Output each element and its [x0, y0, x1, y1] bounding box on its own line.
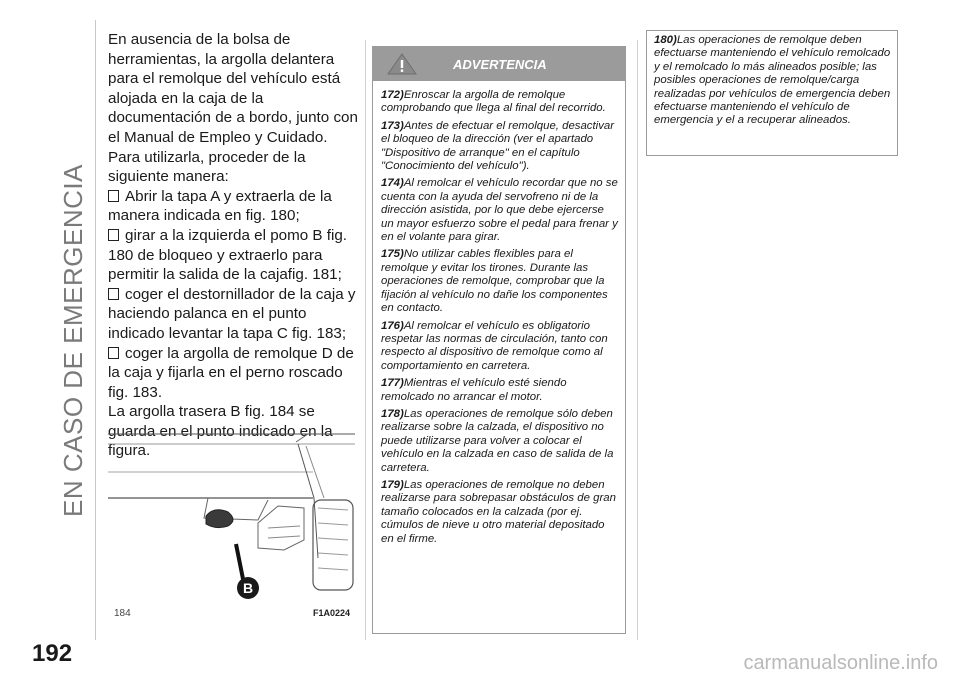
warning-item: 178)Las operaciones de remolque sólo deben realizarse sobre la calzada, el dispositivo no puede utilizarse para volver a colocar el vehículo en la calzada en caso de salida de la carretera. [381, 407, 614, 474]
warning-box [372, 46, 626, 634]
list-item: coger la argolla de remolque D de la caja y fijarla en el perno roscado fig. 183. [108, 344, 354, 401]
column-divider [637, 40, 638, 640]
figure-callout-b: B [242, 580, 254, 596]
warning-item: 175)No utilizar cables flexibles para el remolque y evitar los tirones. Durante las operaciones de remolque, comprobar que la fijación al vehículo no dañe los componentes en contacto. [381, 248, 608, 315]
warning-list [373, 81, 625, 546]
column-instructions [108, 30, 360, 461]
page-number: 192 [32, 640, 73, 667]
rear-tow-hook-illustration [108, 428, 355, 606]
warning-title: ADVERTENCIA [453, 56, 547, 72]
outro-paragraph: La argolla trasera B fig. 184 se guarda en el punto indicado en la figura. [108, 403, 333, 460]
checkbox-bullet-icon [108, 288, 119, 300]
figure-code: F1A0224 [312, 608, 350, 618]
side-chapter-title-text: EN CASO DE EMERGENCIA [57, 163, 88, 517]
warning-item: 176)Al remolcar el vehículo es obligatorio respetar las normas de circulación, tanto con respecto al dispositivo de remolque como al comportamiento en carretera. [381, 319, 608, 372]
warning-item: 173)Antes de efectuar el remolque, desactivar el bloqueo de la dirección (ver el apartado "Dispositivo de arranque" en el capítulo "Conocimiento del vehículo"). [381, 119, 615, 173]
side-divider [95, 20, 96, 640]
list-item: coger el destornillador de la caja y haciendo palanca en el punto indicado levantar la tapa C fig. 183; [108, 285, 356, 342]
list-item: girar a la izquierda el pomo B fig. 180 de bloqueo y extraerlo para permitir la salida de la cajafig. 181; [108, 226, 348, 284]
warning-item: 174)Al remolcar el vehículo recordar que no se cuenta con la ayuda del servofreno ni de la dirección asistida, por lo que debe ejercerse un mayor esfuerzo sobre el pedal para frenar y en el volante para girar. [381, 177, 618, 244]
warning-box-continued [646, 30, 898, 156]
checkbox-bullet-icon [108, 190, 119, 202]
checkbox-bullet-icon [108, 229, 119, 241]
watermark: carmanualsonline.info [743, 652, 938, 674]
warning-item: 180)Las operaciones de remolque deben efectuarse manteniendo el vehículo remolcado y el remolcado lo más alineados posible; las posibles operaciones de remolque/carga realizadas por vehículos de emergencia deben efectuarse manteniendo el vehículo de emergencia y el a recuperar alineados. [654, 34, 891, 127]
warning-item: 177)Mientras el vehículo esté siendo remolcado no arrancar el motor. [381, 377, 567, 403]
instructions-lead: Para utilizarla, proceder de la siguiente manera: [108, 148, 306, 186]
list-item: Abrir la tapa A y extraerla de la manera indicada en fig. 180; [108, 187, 332, 225]
figure-caption [114, 608, 350, 619]
checkbox-bullet-icon [108, 347, 119, 359]
column-divider [365, 40, 366, 640]
warning-item: 179)Las operaciones de remolque no deben realizarse para sobrepasar obstáculos de gran tamaño colocados en la calzada (por ej. cúmulos de nieve u otro material depositado en el firme. [381, 478, 616, 545]
warning-header [373, 47, 625, 81]
warning-item: 172)Enroscar la argolla de remolque comprobando que llega al final del recorrido. [381, 89, 606, 115]
intro-paragraph: En ausencia de la bolsa de herramientas, la argolla delantera para el remolque del vehículo está alojada en la caja de la documentación de a bordo, junto con el Manual de Empleo y Cuidado. [108, 31, 358, 146]
figure-number: 184 [114, 608, 131, 619]
side-chapter-title [56, 20, 90, 660]
figure-rear-tow-hook [108, 428, 355, 606]
warning-triangle-icon [387, 53, 417, 75]
